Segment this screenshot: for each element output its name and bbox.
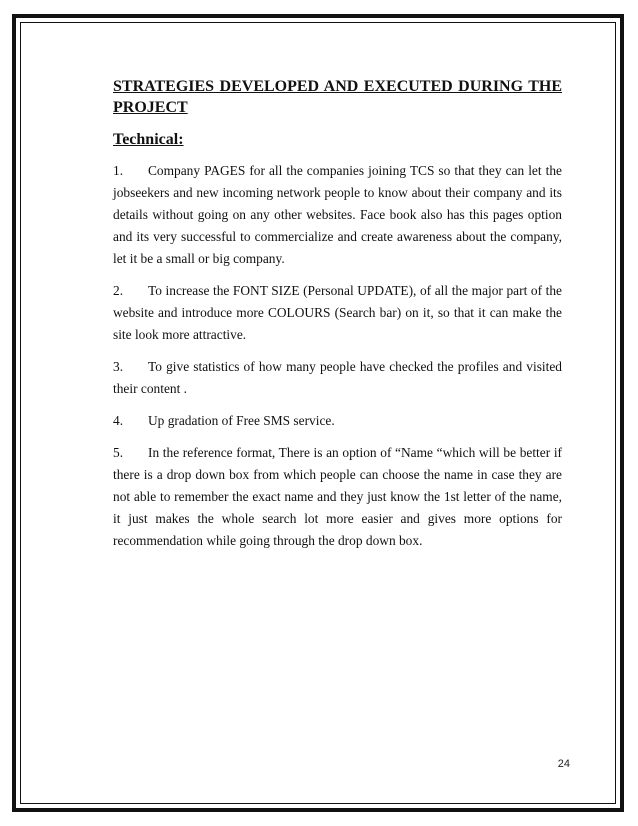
list-item [113,160,562,270]
document-body [113,76,562,562]
list-item-text: In the reference format, There is an option of “Name “which will be better if there is a drop down box from which people can choose the name in case they are not able to remember the exact name and they just know the 1st letter of the name, it just makes the whole search lot more easier and gives more options for recommendation while going through the drop down box. [113,445,562,548]
list-item-number: 4. [113,413,124,428]
list-item-number: 3. [113,359,124,374]
list-item-number: 1. [113,163,124,178]
list-item-number: 2. [113,283,124,298]
section-subheading: Technical: [113,131,184,148]
list-item-text: To give statistics of how many people have checked the profiles and visited their content . [113,359,562,396]
list-item [113,410,562,432]
page-number: 24 [557,758,570,770]
list-item [113,442,562,552]
document-heading: STRATEGIES DEVELOPED AND EXECUTED DURING THE PROJECT [113,78,562,116]
list-item [113,280,562,346]
list-item-text: Company PAGES for all the companies joining TCS so that they can let the jobseekers and new incoming network people to know about their company and its details without going on any other websites. Face book also has this pages option and its very successful to commercialize and create awareness about the company, let it be a small or big company. [113,163,562,266]
list-item-number: 5. [113,445,124,460]
list-item-text: Up gradation of Free SMS service. [148,413,335,428]
list-item-text: To increase the FONT SIZE (Personal UPDATE), of all the major part of the website and introduce more COLOURS (Search bar) on it, so that it can make the site look more attractive. [113,283,562,342]
list-item [113,356,562,400]
